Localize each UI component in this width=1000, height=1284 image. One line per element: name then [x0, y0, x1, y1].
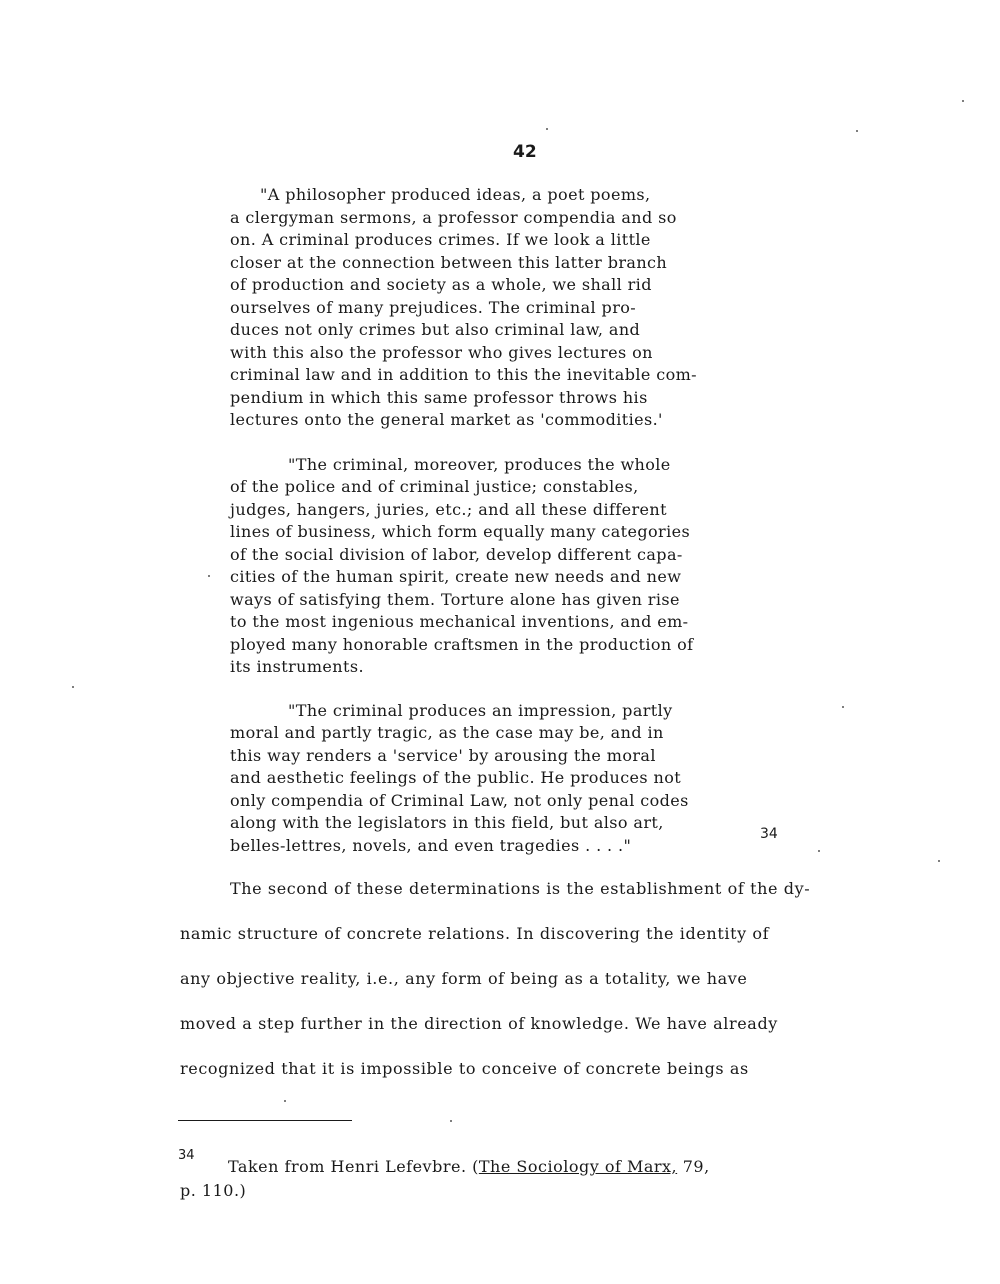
quote-line: ways of satisfying them. Torture alone has given rise: [230, 590, 680, 609]
body-line: any objective reality, i.e., any form of being as a totality, we have: [180, 969, 748, 988]
scan-speck: [208, 575, 210, 577]
quote-line: of the police and of criminal justice; constables,: [230, 477, 639, 496]
body-line: namic structure of concrete relations. In discovering the identity of: [180, 924, 770, 943]
quote-line: its instruments.: [230, 657, 364, 676]
scan-speck: [72, 686, 74, 688]
quote-line: judges, hangers, juries, etc.; and all these different: [230, 500, 667, 519]
scan-speck: [938, 860, 940, 862]
footnote-reference: 34: [760, 826, 778, 842]
quote-line: "The criminal, moreover, produces the whole: [288, 455, 671, 474]
quote-line: closer at the connection between this latter branch: [230, 253, 668, 272]
quote-line: only compendia of Criminal Law, not only penal codes: [230, 791, 689, 810]
footnote-book-title: The Sociology of Marx,: [478, 1157, 678, 1176]
scan-speck: [962, 100, 964, 102]
quote-line: cities of the human spirit, create new needs and new: [230, 567, 682, 586]
quote-line: to the most ingenious mechanical inventions, and em-: [230, 612, 689, 631]
scan-speck: [546, 128, 548, 130]
quote-line: criminal law and in addition to this the inevitable com-: [230, 365, 697, 384]
footnote-divider: [178, 1120, 352, 1121]
body-line: The second of these determinations is the establishment of the dy-: [230, 879, 811, 898]
page-number: 42: [513, 142, 537, 162]
scan-speck: [842, 706, 844, 708]
scan-speck: [450, 1120, 452, 1122]
quote-line: with this also the professor who gives lectures on: [230, 343, 653, 362]
quote-line: lectures onto the general market as 'commodities.': [230, 410, 663, 429]
footnote-text: 79,: [677, 1157, 710, 1176]
body-line: moved a step further in the direction of knowledge. We have already: [180, 1014, 778, 1033]
scan-speck: [818, 850, 820, 852]
quote-line: belles-lettres, novels, and even tragedies . . . .": [230, 836, 632, 855]
quote-line: of the social division of labor, develop different capa-: [230, 545, 683, 564]
footnote-text: Taken from Henri Lefevbre. (: [228, 1157, 479, 1176]
scan-speck: [856, 130, 858, 132]
quote-line: "The criminal produces an impression, partly: [288, 701, 673, 720]
quote-line: along with the legislators in this field, but also art,: [230, 813, 664, 832]
footnote-line-1: [228, 1157, 710, 1176]
quote-line: pendium in which this same professor throws his: [230, 388, 648, 407]
quote-line: a clergyman sermons, a professor compendia and so: [230, 208, 677, 227]
quote-line: lines of business, which form equally many categories: [230, 522, 691, 541]
quote-line: ourselves of many prejudices. The criminal pro-: [230, 298, 637, 317]
footnote-number: 34: [178, 1148, 195, 1163]
scan-speck: [284, 1100, 286, 1102]
quote-line: "A philosopher produced ideas, a poet poems,: [260, 185, 651, 204]
body-line: recognized that it is impossible to conceive of concrete beings as: [180, 1059, 749, 1078]
quote-line: and aesthetic feelings of the public. He produces not: [230, 768, 682, 787]
quote-line: moral and partly tragic, as the case may be, and in: [230, 723, 664, 742]
quote-line: this way renders a 'service' by arousing the moral: [230, 746, 656, 765]
footnote-line-2: p. 110.): [180, 1181, 247, 1200]
quote-line: of production and society as a whole, we shall rid: [230, 275, 652, 294]
quote-line: ployed many honorable craftsmen in the production of: [230, 635, 694, 654]
quote-line: on. A criminal produces crimes. If we look a little: [230, 230, 651, 249]
quote-line: duces not only crimes but also criminal law, and: [230, 320, 641, 339]
